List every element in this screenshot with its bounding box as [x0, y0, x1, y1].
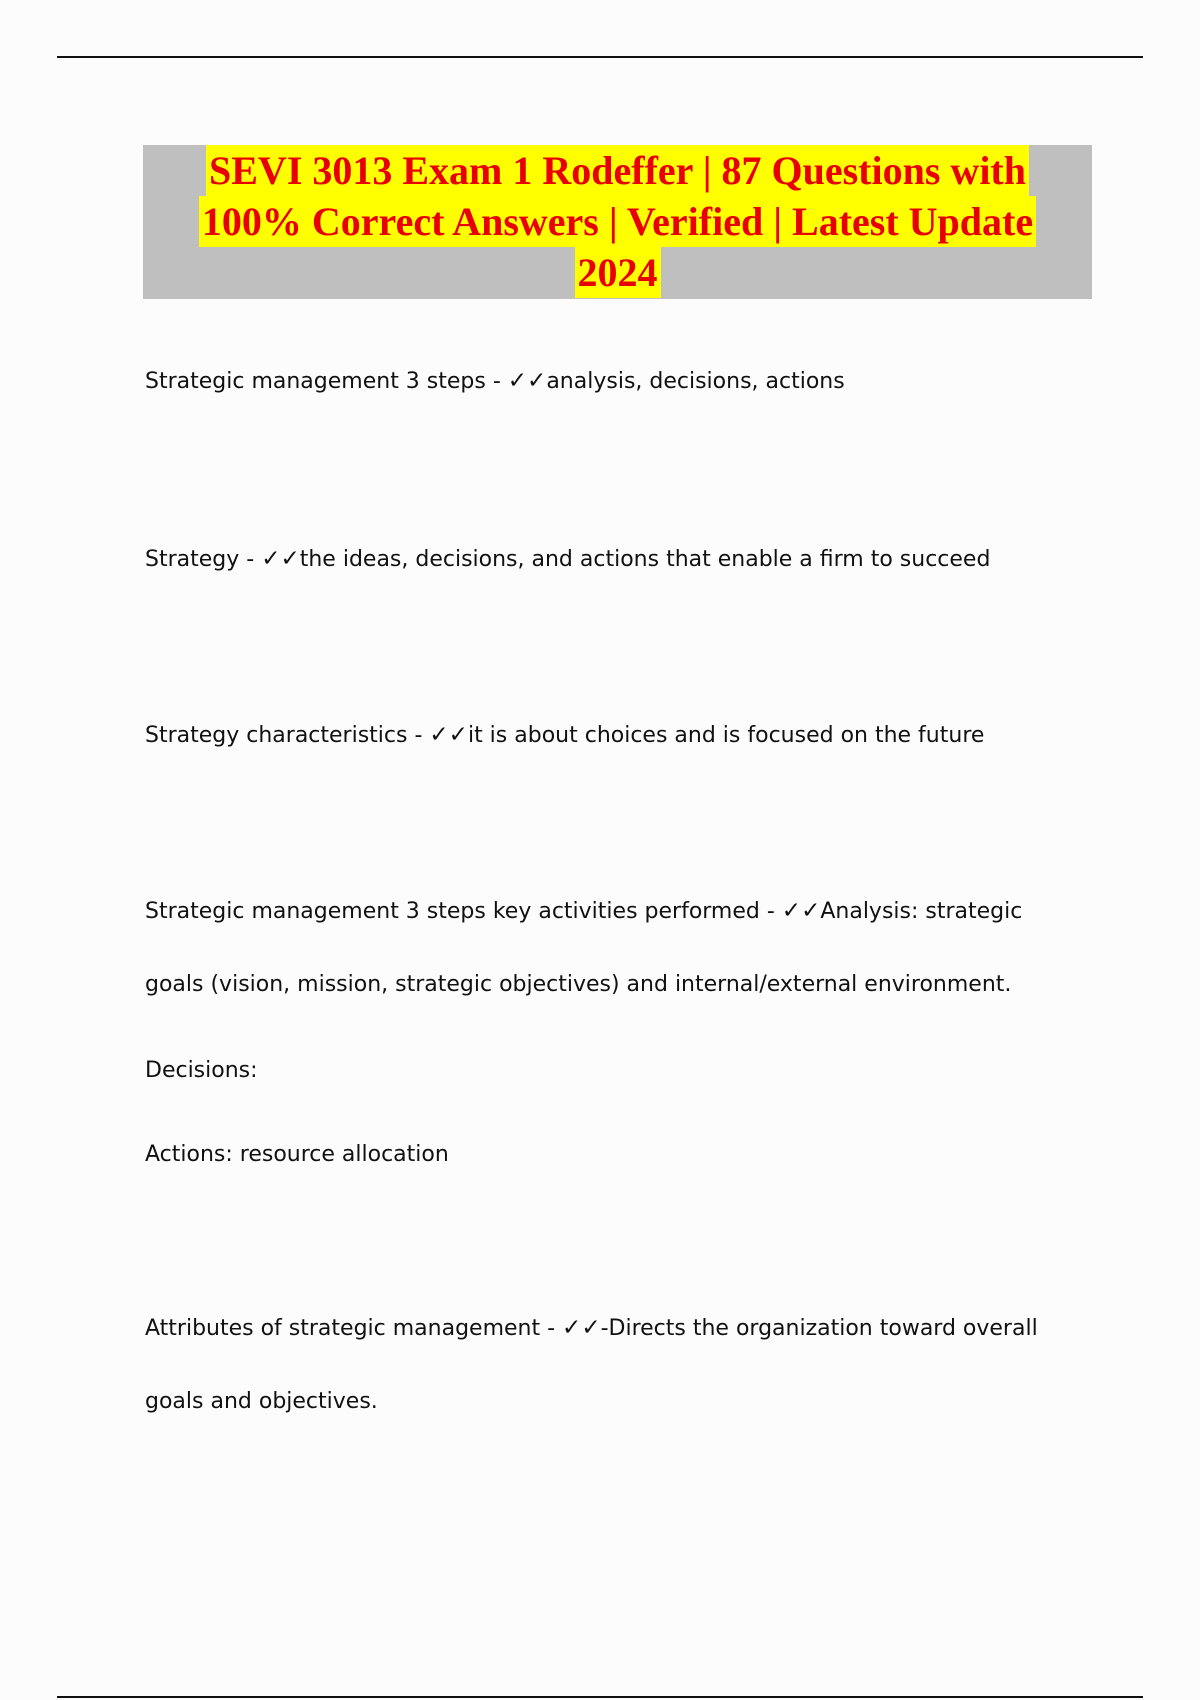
double-check-icon: ✓✓ — [507, 368, 547, 394]
top-rule — [57, 56, 1143, 58]
entry-answer: it is about choices and is focused on the future — [467, 723, 985, 748]
entry-answer-line: Actions: resource allocation — [145, 1142, 449, 1167]
entry-answer-continuation: goals and objectives. — [145, 1389, 378, 1414]
entry-answer: Analysis: strategic — [820, 899, 1023, 924]
double-check-icon: ✓✓ — [429, 722, 468, 748]
entry-answer-actions — [145, 1118, 1105, 1191]
entry-answer: analysis, decisions, actions — [546, 369, 845, 394]
entry-answer-continuation: goals (vision, mission, strategic objectives) and internal/external environment. — [145, 972, 1012, 997]
entry-term: Strategic management 3 steps - — [145, 369, 508, 394]
entry-answer-line: Decisions: — [145, 1058, 258, 1083]
title-line-1: SEVI 3013 Exam 1 Rodeffer | 87 Questions with — [206, 145, 1029, 196]
double-check-icon: ✓✓ — [781, 898, 821, 924]
entry-answer-decisions — [145, 1034, 1105, 1107]
title-line-2: 100% Correct Answers | Verified | Latest Update — [199, 196, 1036, 247]
entry-term: Strategy - — [145, 547, 262, 572]
entry-term: Strategy characteristics - — [145, 723, 430, 748]
qa-entry-strategy-characteristics — [145, 699, 1105, 772]
entry-answer: the ideas, decisions, and actions that enable a firm to succeed — [299, 547, 991, 572]
bottom-rule — [57, 1696, 1143, 1698]
qa-entry-strategy — [145, 523, 1105, 596]
qa-entry-attributes — [145, 1292, 1105, 1438]
entry-answer: -Directs the organization toward overall — [600, 1316, 1038, 1341]
entry-term: Strategic management 3 steps key activities performed - — [145, 899, 782, 924]
double-check-icon: ✓✓ — [562, 1315, 601, 1341]
document-title — [143, 145, 1092, 298]
double-check-icon: ✓✓ — [261, 546, 300, 572]
entry-term: Attributes of strategic management - — [145, 1316, 563, 1341]
qa-entry-key-activities — [145, 875, 1105, 1021]
title-line-3: 2024 — [575, 247, 661, 298]
qa-entry-strategic-management-steps — [145, 345, 1105, 418]
